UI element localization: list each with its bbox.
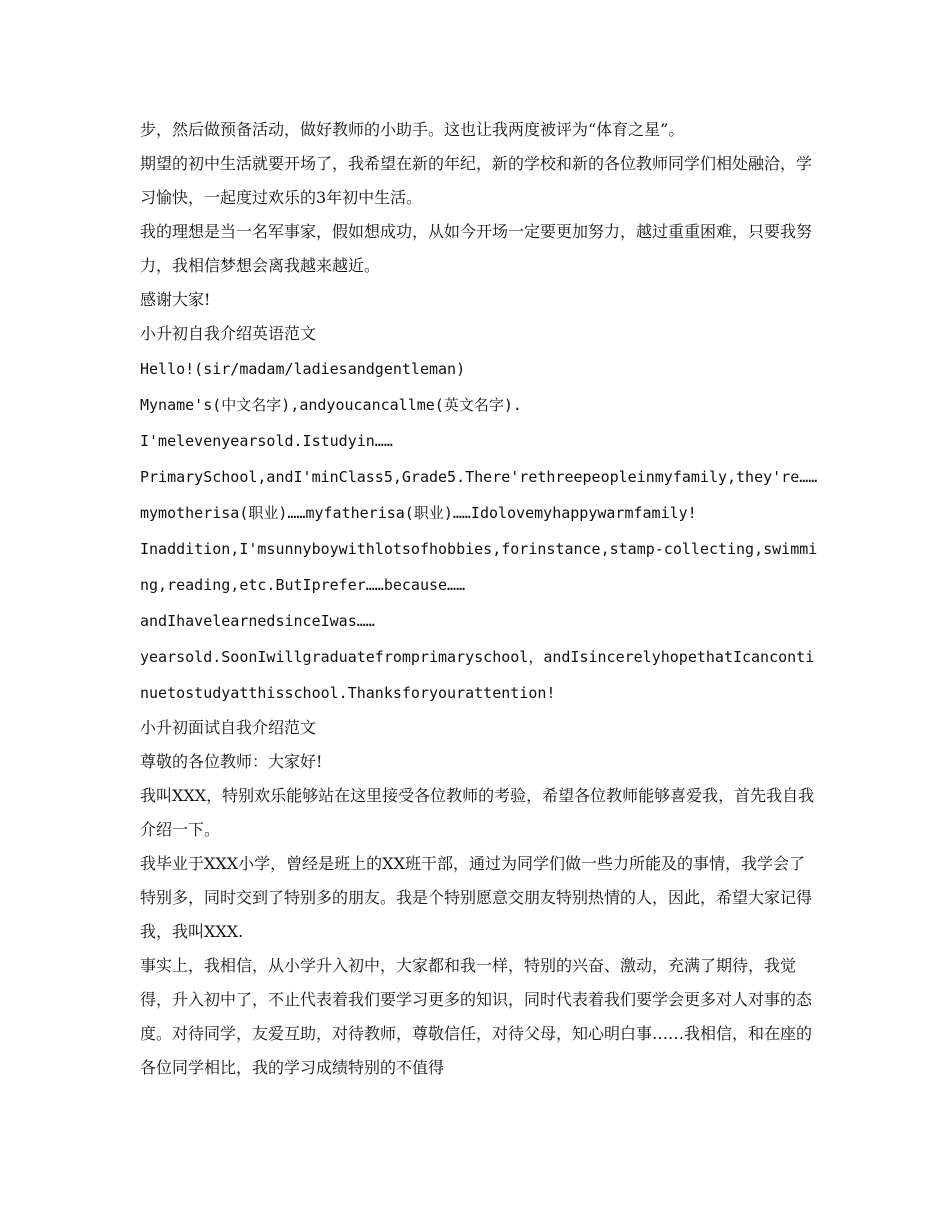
paragraph: 期望的初中生活就要开场了，我希望在新的年纪，新的学校和新的各位教师同学们相处融洽，学习愉快，一起度过欢乐的3年初中生活。 bbox=[140, 154, 813, 207]
section-heading-interview-sample: 小升初面试自我介绍范文 bbox=[140, 718, 317, 737]
paragraph: 我的理想是当一名军事家，假如想成功，从如今开场一定要更加努力，越过重重困难，只要我努力，我相信梦想会离我越来越近。 bbox=[140, 222, 813, 275]
paragraph: 步，然后做预备活动，做好教师的小助手。这也让我两度被评为“体育之星”。 bbox=[140, 120, 685, 139]
paragraph-english: yearsold.SoonIwillgraduatefromprimaryschool，andIsincerelyhopethatIcancontinuetostudyatthisschool.Thanksforyourattention! bbox=[140, 648, 815, 702]
paragraph-english: Myname's(中文名字),andyoucancallme(英文名字). bbox=[140, 396, 522, 414]
paragraph-english: PrimarySchool,andI'minClass5,Grade5.There'rethreepeopleinmyfamily,they're……mymotherisa(职业)……myfatherisa(职业)……Idolovemyhappywarmfamily! bbox=[140, 468, 818, 522]
paragraph-english: andIhavelearnedsinceIwas…… bbox=[140, 612, 375, 630]
paragraph: 尊敬的各位教师：大家好! bbox=[140, 752, 323, 771]
section-heading-english-sample: 小升初自我介绍英语范文 bbox=[140, 324, 317, 343]
paragraph: 我毕业于XXX小学，曾经是班上的XX班干部，通过为同学们做一些力所能及的事情，我学会了特别多，同时交到了特别多的朋友。我是个特别愿意交朋友特别热情的人，因此，希望大家记得我，我叫XXX. bbox=[140, 854, 813, 941]
paragraph: 感谢大家! bbox=[140, 290, 211, 309]
document-body bbox=[140, 113, 820, 1085]
paragraph-english: Inaddition,I'msunnyboywithlotsofhobbies,forinstance,stamp-collecting,swimming,reading,etc.ButIprefer……because…… bbox=[140, 540, 818, 594]
paragraph-english: Hello!(sir/madam/ladiesandgentleman) bbox=[140, 360, 466, 378]
paragraph: 我叫XXX，特别欢乐能够站在这里接受各位教师的考验，希望各位教师能够喜爱我，首先我自我介绍一下。 bbox=[140, 786, 815, 839]
paragraph-english: I'melevenyearsold.Istudyin…… bbox=[140, 432, 393, 450]
paragraph: 事实上，我相信，从小学升入初中，大家都和我一样，特别的兴奋、激动，充满了期待，我觉得，升入初中了，不止代表着我们要学习更多的知识，同时代表着我们要学会更多对人对事的态度。对待同学，友爱互助，对待教师，尊敬信任，对待父母，知心明白事……我相信，和在座的各位同学相比，我的学习成绩特别的不值得 bbox=[140, 956, 813, 1077]
